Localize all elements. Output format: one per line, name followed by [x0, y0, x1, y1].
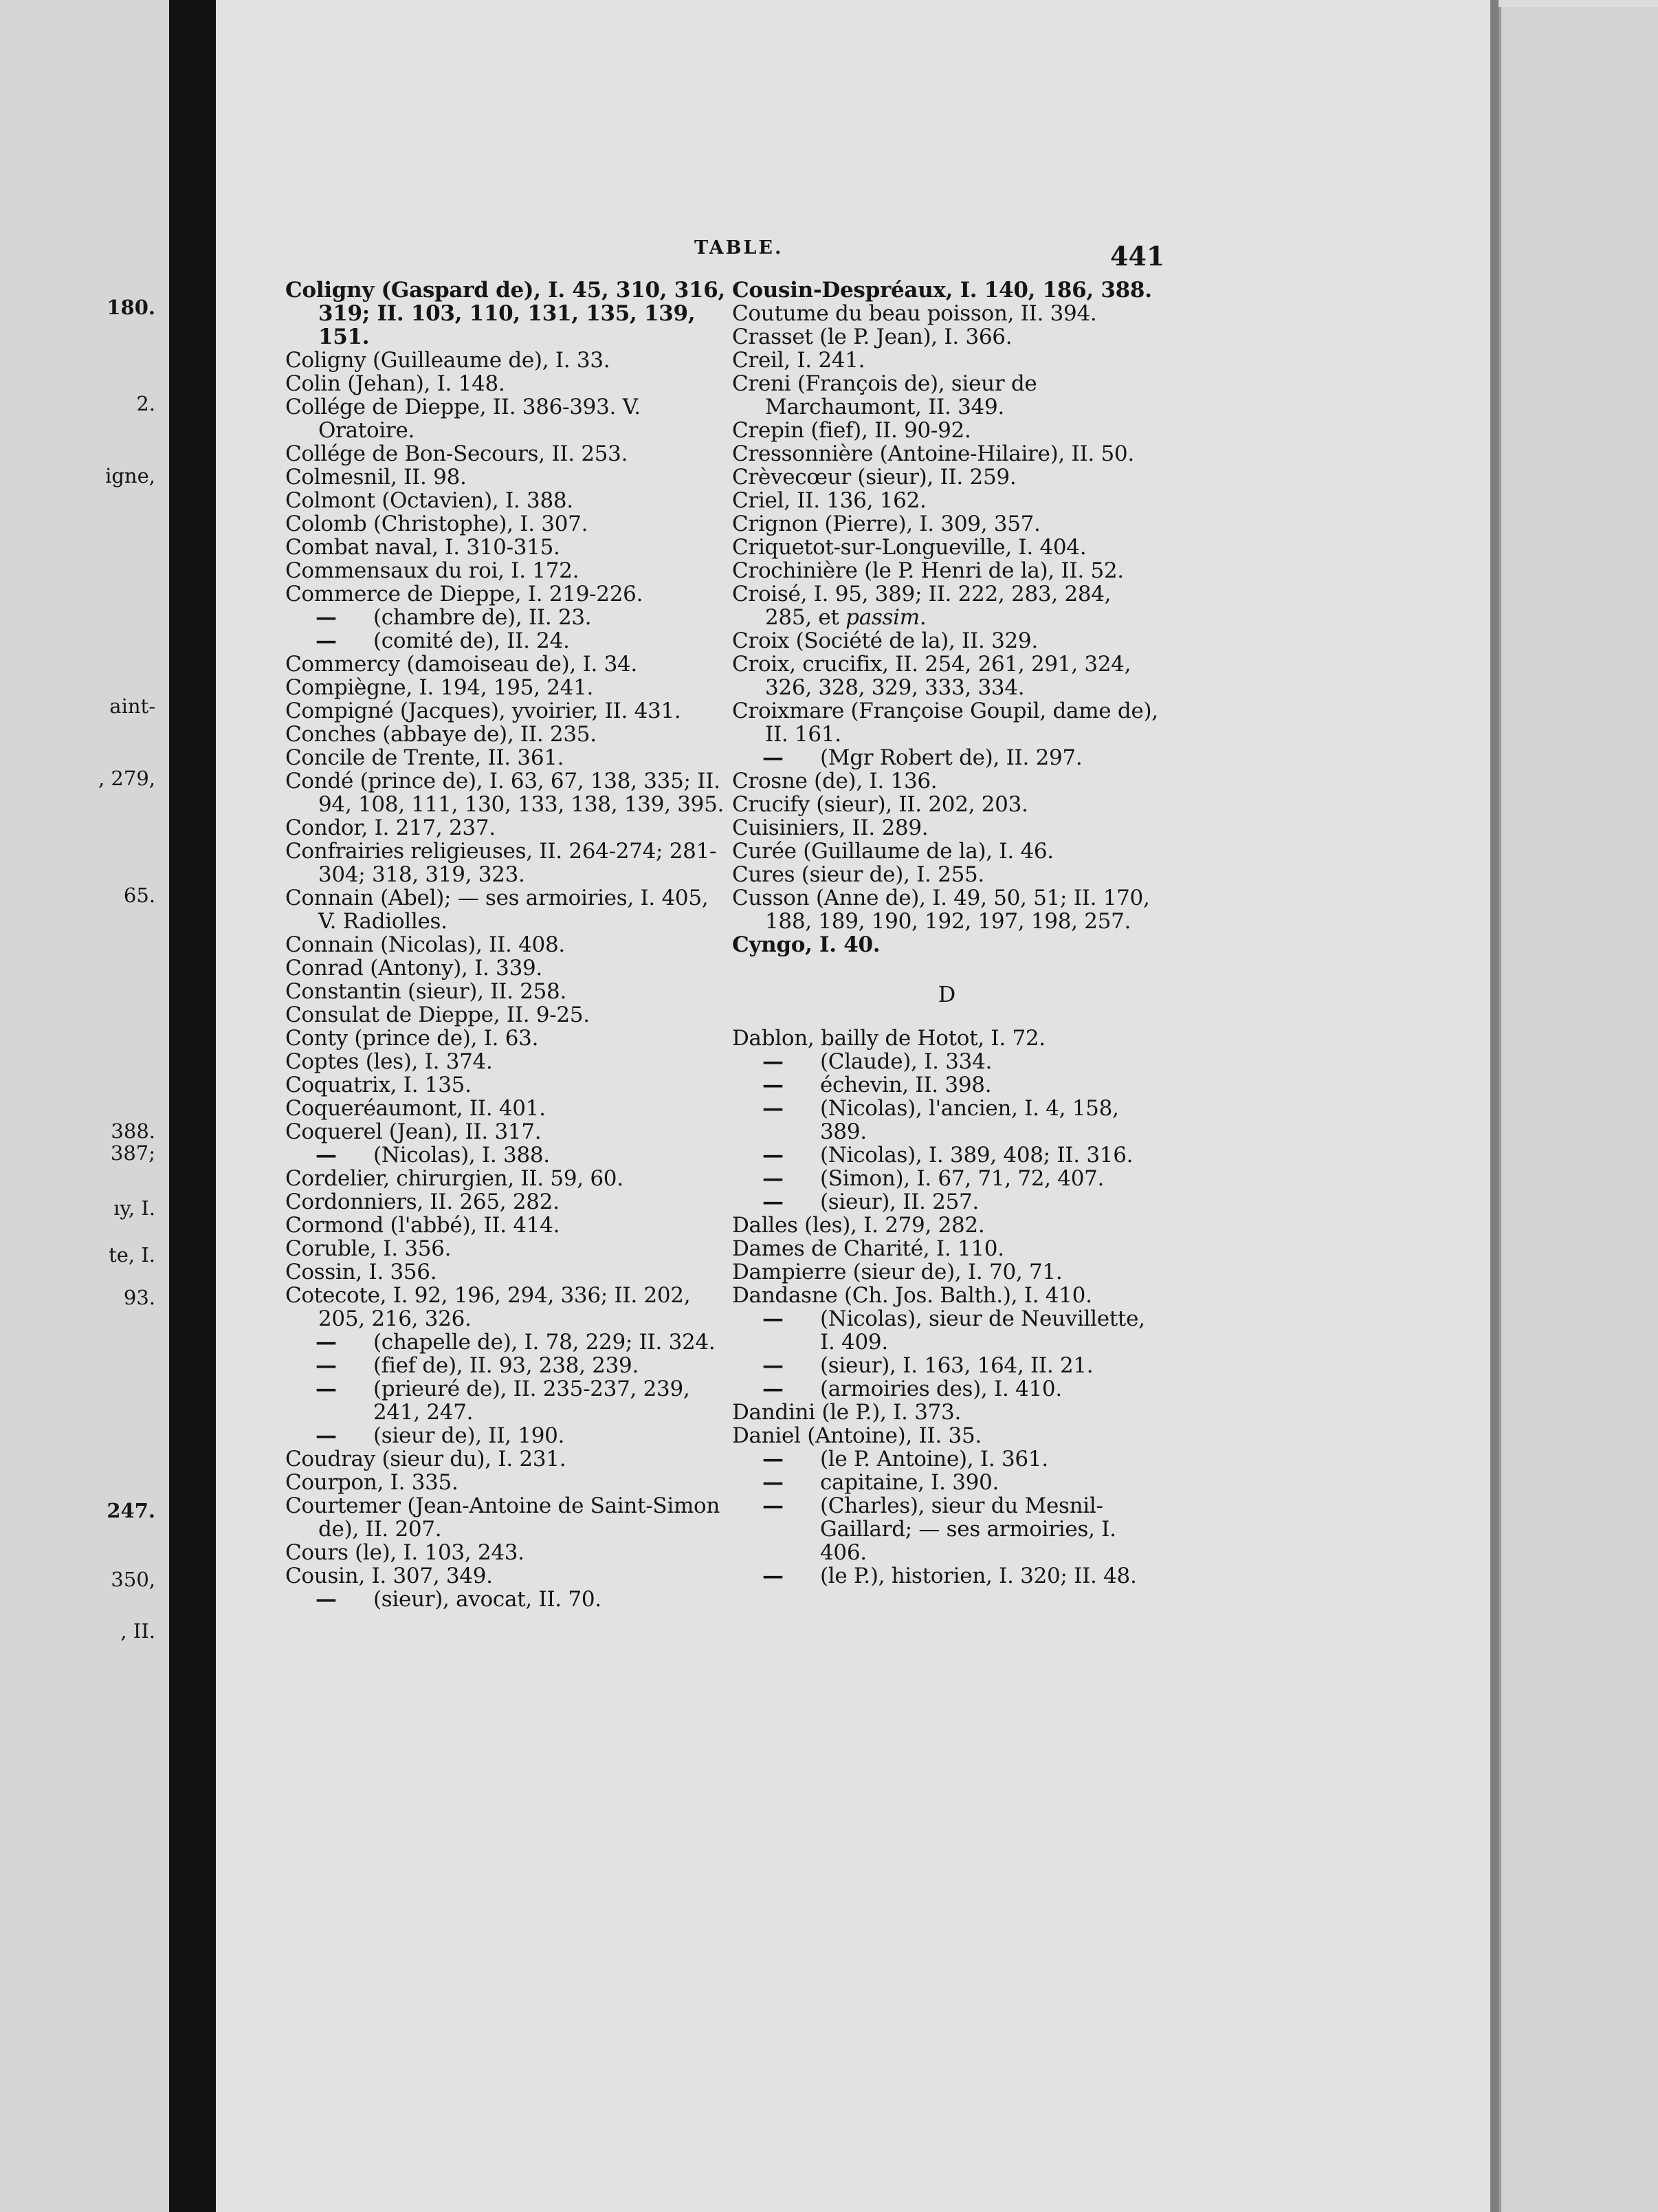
index-entry: [732, 512, 1162, 536]
entry-text: Cuisiniers, II. 289.: [732, 815, 929, 840]
index-entry: [285, 372, 732, 395]
index-entry: [732, 349, 1162, 372]
entry-text: Dames de Charité, I. 110.: [732, 1236, 1004, 1261]
ditto-dash: —: [762, 1073, 784, 1097]
index-entry: [285, 466, 732, 489]
index-entry: [285, 1167, 732, 1190]
left-page-text-fragment: 93.: [123, 1286, 155, 1309]
entry-text: (sieur), avocat, II. 70.: [373, 1587, 601, 1612]
entry-text: Coptes (les), I. 374.: [285, 1049, 493, 1074]
index-subentry: [732, 1097, 1162, 1143]
entry-text: (sieur), II. 257.: [820, 1190, 979, 1214]
index-subentry: [732, 1307, 1162, 1354]
entry-text: Dablon, bailly de Hotot, I. 72.: [732, 1026, 1046, 1051]
index-entry: [285, 676, 732, 699]
entry-text: Compigné (Jacques), yvoirier, II. 431.: [285, 699, 681, 723]
entry-text: Cossin, I. 356.: [285, 1260, 437, 1284]
index-entry: [732, 1237, 1162, 1260]
ditto-dash: —: [762, 1564, 784, 1588]
entry-text: Conty (prince de), I. 63.: [285, 1026, 539, 1051]
left-page-text-fragment: te, I.: [109, 1243, 155, 1267]
index-entry: [732, 1027, 1162, 1050]
entry-text: Cours (le), I. 103, 243.: [285, 1540, 524, 1565]
index-entry: [732, 629, 1162, 653]
entry-text: Croixmare (Françoise Goupil, dame de), II. 161.: [732, 699, 1158, 747]
index-entry: [732, 1214, 1162, 1237]
entry-text: Cressonnière (Antoine-Hilaire), II. 50.: [732, 441, 1134, 466]
index-subentry: [732, 1494, 1162, 1564]
entry-text: Dalles (les), I. 279, 282.: [732, 1213, 985, 1238]
entry-text: Dandini (le P.), I. 373.: [732, 1400, 962, 1425]
index-entry: [732, 372, 1162, 419]
index-entry: [732, 1401, 1162, 1424]
index-entry: [732, 863, 1162, 886]
index-entry: [285, 489, 732, 512]
index-entry: [285, 1073, 732, 1097]
entry-text: Croix (Société de la), II. 329.: [732, 628, 1038, 653]
left-page-text-fragment: 350,: [111, 1568, 155, 1591]
index-entry: [285, 1027, 732, 1050]
ditto-dash: —: [316, 1330, 337, 1355]
entry-text: Colmesnil, II. 98.: [285, 465, 467, 490]
left-page-text-fragment: 2.: [136, 392, 155, 415]
index-subentry: [732, 1447, 1162, 1471]
index-subentry: [732, 1471, 1162, 1494]
entry-text: Connain (Nicolas), II. 408.: [285, 932, 565, 957]
left-page-text-fragment: , 279,: [98, 767, 155, 790]
entry-text: Crèvecœur (sieur), II. 259.: [732, 465, 1017, 490]
entry-text: (chapelle de), I. 78, 229; II. 324.: [373, 1330, 716, 1355]
entry-italic: passim: [845, 605, 920, 630]
index-column-right: [732, 278, 1162, 1588]
index-entry: [285, 1050, 732, 1073]
entry-text: (Charles), sieur du Mesnil-Gaillard; — ses armoiries, I. 406.: [820, 1493, 1116, 1565]
index-subentry: [285, 1377, 732, 1424]
left-page-text-fragment: 387;: [110, 1141, 155, 1165]
index-entry: [732, 302, 1162, 325]
index-subentry: [285, 1143, 732, 1167]
ditto-dash: —: [762, 1353, 784, 1378]
index-entry: [285, 1471, 732, 1494]
index-entry: [285, 653, 732, 676]
left-page-text-fragment: 65.: [123, 884, 155, 907]
index-subentry: [732, 746, 1162, 769]
ditto-dash: —: [762, 1447, 784, 1471]
index-entry: [285, 349, 732, 372]
section-letter-d: D: [938, 981, 956, 1007]
index-subentry: [285, 606, 732, 629]
index-entry: [285, 1260, 732, 1284]
entry-text: Cousin-Despréaux, I. 140, 186, 388.: [732, 278, 1152, 303]
index-entry: [732, 325, 1162, 349]
entry-text: (armoiries des), I. 410.: [820, 1377, 1062, 1401]
ditto-dash: —: [316, 1353, 337, 1378]
index-entry: [285, 1190, 732, 1214]
ditto-dash: —: [762, 1190, 784, 1214]
entry-text: Curée (Guillaume de la), I. 46.: [732, 839, 1054, 864]
right-page-edge: [1499, 7, 1658, 2212]
entry-text: Collége de Bon-Secours, II. 253.: [285, 441, 628, 466]
index-entry: [732, 769, 1162, 793]
entry-text: Commensaux du roi, I. 172.: [285, 558, 579, 583]
index-entry: [285, 1003, 732, 1027]
index-entry: [732, 466, 1162, 489]
index-entry: [285, 699, 732, 723]
index-entry: [732, 419, 1162, 442]
index-entry: [285, 1237, 732, 1260]
entry-text: (Claude), I. 334.: [820, 1049, 993, 1074]
book-gutter: [169, 0, 216, 2212]
index-entry: [285, 769, 732, 816]
index-entry: [285, 1564, 732, 1588]
ditto-dash: —: [316, 1143, 337, 1168]
entry-text: (prieuré de), II. 235-237, 239, 241, 247.: [373, 1377, 690, 1425]
ditto-dash: —: [762, 1306, 784, 1331]
index-entry: [732, 489, 1162, 512]
entry-text: Commerce de Dieppe, I. 219-226.: [285, 582, 643, 606]
entry-text: Compiègne, I. 194, 195, 241.: [285, 675, 594, 700]
entry-text: Cordelier, chirurgien, II. 59, 60.: [285, 1166, 623, 1191]
index-entry: [732, 933, 1162, 956]
ditto-dash: —: [762, 1470, 784, 1495]
entry-text: Colmont (Octavien), I. 388.: [285, 488, 573, 513]
page-fold-shadow: [1490, 0, 1499, 2212]
entry-text: Cousin, I. 307, 349.: [285, 1564, 493, 1588]
running-title: TABLE.: [694, 237, 784, 259]
ditto-dash: —: [762, 1049, 784, 1074]
index-subentry: [732, 1564, 1162, 1588]
entry-text: Coudray (sieur du), I. 231.: [285, 1447, 566, 1471]
left-page-text-fragment: igne,: [105, 464, 155, 488]
ditto-dash: —: [762, 1493, 784, 1518]
index-subentry: [732, 1050, 1162, 1073]
ditto-dash: —: [762, 1377, 784, 1401]
index-entry: [732, 886, 1162, 933]
entry-text: Coqueréaumont, II. 401.: [285, 1096, 546, 1121]
index-entry: [285, 1541, 732, 1564]
index-entry: [732, 442, 1162, 466]
ditto-dash: —: [316, 628, 337, 653]
left-page-text-fragment: aint-: [109, 694, 155, 718]
left-page-text-fragment: 180.: [107, 296, 155, 319]
entry-text: Condor, I. 217, 237.: [285, 815, 496, 840]
entry-text: Colin (Jehan), I. 148.: [285, 371, 505, 396]
index-entry: [732, 1284, 1162, 1307]
entry-text: Coquerel (Jean), II. 317.: [285, 1119, 542, 1144]
index-entry: [285, 723, 732, 746]
entry-text: (Nicolas), l'ancien, I. 4, 158, 389.: [820, 1096, 1119, 1144]
entry-suffix: .: [919, 605, 927, 630]
index-subentry: [732, 1354, 1162, 1377]
entry-text: Coruble, I. 356.: [285, 1236, 452, 1261]
ditto-dash: —: [316, 605, 337, 630]
index-entry: [285, 816, 732, 840]
index-entry: [732, 816, 1162, 840]
entry-text: Creil, I. 241.: [732, 348, 865, 373]
index-entry: [732, 278, 1162, 302]
index-entry: [285, 536, 732, 559]
index-entry: [285, 840, 732, 886]
index-entry: [732, 1424, 1162, 1447]
entry-text: (comité de), II. 24.: [373, 628, 570, 653]
ditto-dash: —: [762, 745, 784, 770]
entry-text: Confrairies religieuses, II. 264-274; 281-304; 318, 319, 323.: [285, 839, 717, 887]
entry-text: Crasset (le P. Jean), I. 366.: [732, 325, 1013, 349]
index-subentry: [732, 1073, 1162, 1097]
entry-text: (Nicolas), I. 389, 408; II. 316.: [820, 1143, 1134, 1168]
index-entry: [285, 886, 732, 933]
entry-text: Coligny (Guilleaume de), I. 33.: [285, 348, 610, 373]
entry-text: Crucify (sieur), II. 202, 203.: [732, 792, 1028, 817]
index-subentry: [285, 1588, 732, 1611]
entry-text: Dandasne (Ch. Jos. Balth.), I. 410.: [732, 1283, 1092, 1308]
index-entry: [732, 699, 1162, 746]
ditto-dash: —: [762, 1166, 784, 1191]
left-page-text-fragment: ıy, I.: [113, 1196, 155, 1220]
entry-text: Coligny (Gaspard de), I. 45, 310, 316, 319; II. 103, 110, 131, 135, 139, 151.: [285, 278, 726, 349]
index-entry: [285, 395, 732, 442]
entry-text: Daniel (Antoine), II. 35.: [732, 1423, 982, 1448]
index-subentry: [732, 1377, 1162, 1401]
index-entry: [732, 536, 1162, 559]
index-entry: [285, 746, 732, 769]
index-entry: [732, 1260, 1162, 1284]
index-letter-c-continued: [732, 278, 1162, 956]
index-entry: [732, 653, 1162, 699]
index-entry: [285, 1494, 732, 1541]
index-entry: [285, 559, 732, 582]
index-subentry: [285, 1424, 732, 1447]
entry-text: (sieur de), II, 190.: [373, 1423, 565, 1448]
index-entry: [285, 1214, 732, 1237]
index-entry: [285, 933, 732, 956]
ditto-dash: —: [316, 1587, 337, 1612]
entry-text: Creni (François de), sieur de Marchaumont, II. 349.: [732, 371, 1037, 419]
entry-text: Courpon, I. 335.: [285, 1470, 458, 1495]
index-entry: [732, 840, 1162, 863]
entry-text: Condé (prince de), I. 63, 67, 138, 335; II. 94, 108, 111, 130, 133, 138, 139, 395.: [285, 769, 725, 817]
entry-text: Cotecote, I. 92, 196, 294, 336; II. 202, 205, 216, 326.: [285, 1283, 691, 1331]
entry-text: Cyngo, I. 40.: [732, 932, 881, 957]
entry-text: (le P.), historien, I. 320; II. 48.: [820, 1564, 1137, 1588]
index-entry: [285, 1120, 732, 1143]
entry-text: Cordonniers, II. 265, 282.: [285, 1190, 560, 1214]
entry-text: (Simon), I. 67, 71, 72, 407.: [820, 1166, 1105, 1191]
entry-text: Cusson (Anne de), I. 49, 50, 51; II. 170, 188, 189, 190, 192, 197, 198, 257.: [732, 886, 1150, 934]
entry-text: Crignon (Pierre), I. 309, 357.: [732, 512, 1041, 536]
index-subentry: [285, 1331, 732, 1354]
entry-text: Combat naval, I. 310-315.: [285, 535, 560, 560]
entry-text: Coutume du beau poisson, II. 394.: [732, 301, 1097, 326]
entry-text: (sieur), I. 163, 164, II. 21.: [820, 1353, 1094, 1378]
index-entry: [285, 1447, 732, 1471]
entry-text: Croix, crucifix, II. 254, 261, 291, 324, 326, 328, 329, 333, 334.: [732, 652, 1131, 700]
index-entry: [285, 442, 732, 466]
entry-text: Commercy (damoiseau de), I. 34.: [285, 652, 637, 677]
entry-text: Criquetot-sur-Longueville, I. 404.: [732, 535, 1087, 560]
left-page-text-fragment: 388.: [111, 1119, 155, 1143]
index-subentry: [732, 1167, 1162, 1190]
entry-text: Courtemer (Jean-Antoine de Saint-Simon de), II. 207.: [285, 1493, 720, 1542]
entry-text: Conches (abbaye de), II. 235.: [285, 722, 597, 747]
entry-text: Consulat de Dieppe, II. 9-25.: [285, 1003, 590, 1027]
index-entry: [285, 980, 732, 1003]
index-entry: [732, 793, 1162, 816]
left-page-text-fragment: 247.: [107, 1499, 155, 1522]
entry-text: (le P. Antoine), I. 361.: [820, 1447, 1048, 1471]
entry-text: Crosne (de), I. 136.: [732, 769, 938, 793]
ditto-dash: —: [762, 1096, 784, 1121]
index-subentry: [285, 1354, 732, 1377]
entry-text: (Mgr Robert de), II. 297.: [820, 745, 1083, 770]
index-subentry: [285, 629, 732, 653]
ditto-dash: —: [762, 1143, 784, 1168]
index-entry: [285, 956, 732, 980]
entry-text: Crochinière (le P. Henri de la), II. 52.: [732, 558, 1124, 583]
index-subentry: [732, 1190, 1162, 1214]
left-page-edge: [0, 0, 169, 2212]
entry-text: Constantin (sieur), II. 258.: [285, 979, 567, 1004]
index-subentry: [732, 1143, 1162, 1167]
index-letter-d: [732, 1027, 1162, 1588]
entry-text: échevin, II. 398.: [820, 1073, 992, 1097]
entry-text: Cormond (l'abbé), II. 414.: [285, 1213, 560, 1238]
index-entry: [285, 582, 732, 606]
index-entry: [285, 512, 732, 536]
entry-text: capitaine, I. 390.: [820, 1470, 999, 1495]
index-column-left: [285, 278, 732, 1611]
entry-text: Conrad (Antony), I. 339.: [285, 956, 542, 981]
entry-text: (Nicolas), I. 388.: [373, 1143, 550, 1168]
entry-text: (chambre de), II. 23.: [373, 605, 592, 630]
page-number: 441: [1110, 241, 1165, 272]
entry-text: Collége de Dieppe, II. 386-393. V. Oratoire.: [285, 395, 641, 443]
entry-text: (Nicolas), sieur de Neuvillette, I. 409.: [820, 1306, 1145, 1355]
index-entry: [732, 559, 1162, 582]
index-entry: [285, 1097, 732, 1120]
entry-text: Criel, II. 136, 162.: [732, 488, 927, 513]
entry-text: Cures (sieur de), I. 255.: [732, 862, 984, 887]
ditto-dash: —: [316, 1377, 337, 1401]
entry-text: Dampierre (sieur de), I. 70, 71.: [732, 1260, 1063, 1284]
entry-text: Coquatrix, I. 135.: [285, 1073, 472, 1097]
index-entry: [285, 1284, 732, 1331]
entry-text: Crepin (fief), II. 90-92.: [732, 418, 971, 443]
index-entry: [732, 582, 1162, 629]
ditto-dash: —: [316, 1423, 337, 1448]
entry-text: Colomb (Christophe), I. 307.: [285, 512, 588, 536]
entry-text: Croisé, I. 95, 389; II. 222, 283, 284, 285, et: [732, 582, 1112, 630]
entry-text: Connain (Abel); — ses armoiries, I. 405, V. Radiolles.: [285, 886, 709, 934]
entry-text: Concile de Trente, II. 361.: [285, 745, 564, 770]
index-entry: [285, 278, 732, 349]
entry-text: (fief de), II. 93, 238, 239.: [373, 1353, 639, 1378]
left-page-text-fragment: , II.: [120, 1619, 155, 1643]
